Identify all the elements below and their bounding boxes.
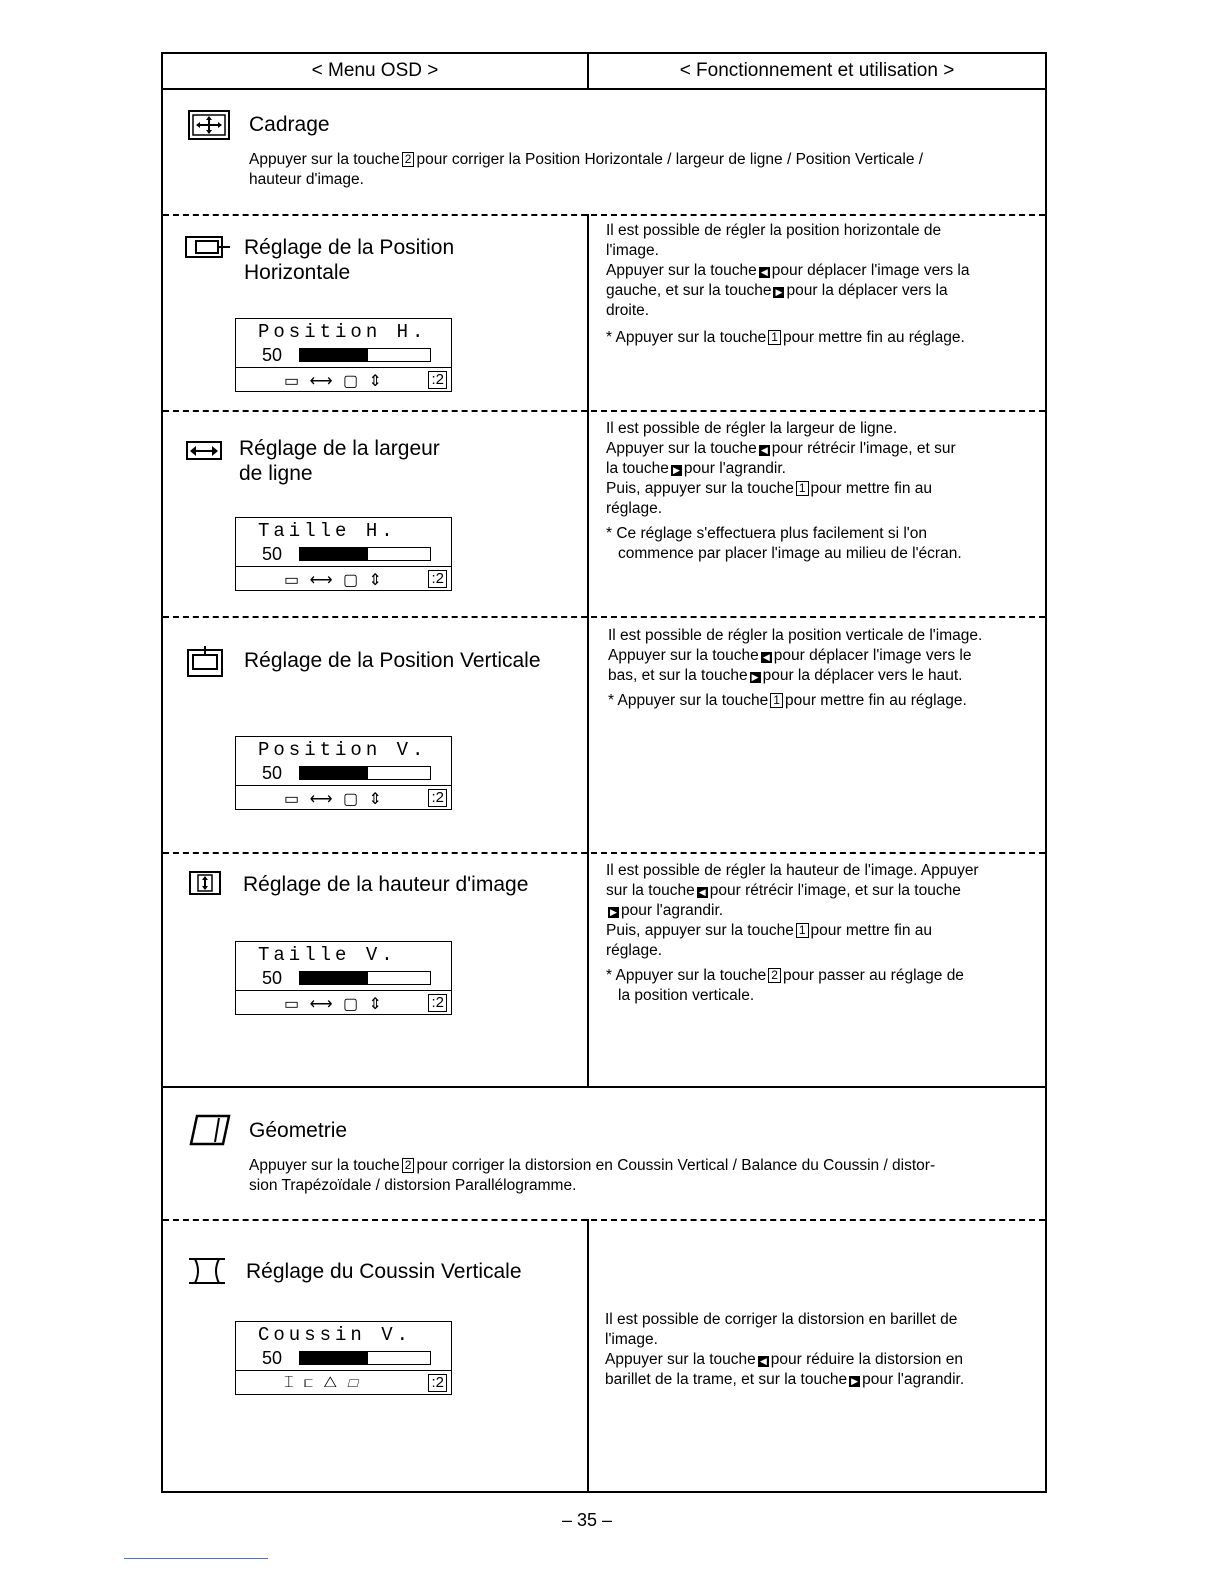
largeur-title: [239, 436, 440, 486]
cadrage-icon: [188, 110, 232, 147]
osd-position-h: [235, 318, 452, 392]
osd-value: 50: [262, 763, 283, 783]
osd-label: Position H.: [258, 321, 428, 343]
position-v-icon: [187, 646, 225, 683]
osd-label: Coussin V.: [258, 1324, 413, 1346]
right-key-icon: ▶: [773, 287, 784, 298]
geometrie-title: Géometrie: [249, 1119, 348, 1142]
largeur-icon: [186, 441, 224, 466]
osd-bar: [299, 348, 431, 362]
osd-bar: [299, 971, 431, 985]
osd-bar-fill: [300, 972, 368, 984]
section-divider-solid: [161, 1086, 1047, 1088]
osd-mode-icons: ▭ ⟷ ▢ ⇕: [284, 791, 385, 808]
section-divider: [163, 1219, 1045, 1221]
page-number: – 35 –: [562, 1510, 613, 1530]
header-divider: [161, 88, 1047, 90]
position-v-title: Réglage de la Position Verticale: [244, 649, 541, 672]
largeur-title-line-2: de ligne: [239, 462, 313, 485]
coussin-icon: [187, 1257, 231, 1290]
largeur-title-line-1: Réglage de la largeur: [239, 437, 440, 460]
osd-value: 50: [262, 968, 283, 988]
key-2-icon: 2: [768, 968, 781, 983]
coussin-title: Réglage du Coussin Verticale: [246, 1260, 522, 1283]
key-2-icon: 2: [402, 152, 415, 167]
footnote-rule: [124, 1558, 268, 1559]
section-divider: [163, 214, 1045, 216]
section-divider: [163, 616, 1045, 618]
position-h-title-line-2: Horizontale: [244, 261, 351, 284]
cadrage-title: Cadrage: [249, 113, 330, 136]
coussin-text: Il est possible de corriger la distorsion en barillet de l'image. Appuyer sur la touche ◀ pour réduire la distorsion en barillet de la trame, et sur la touche ▶ pour l'agrandir.: [605, 1311, 965, 1388]
key-1-icon: 1: [770, 693, 783, 708]
osd-key: :2: [428, 994, 447, 1012]
section-divider: [163, 852, 1045, 854]
geometrie-description: Appuyer sur la touche 2 pour corriger la distorsion en Coussin Vertical / Balance du Coussin / distor- sion Trapézoïdale / distorsion Parallélogramme.: [249, 1157, 936, 1194]
left-key-icon: ◀: [759, 445, 770, 456]
position-h-icon: [185, 236, 231, 263]
right-key-icon: ▶: [608, 907, 619, 918]
osd-label: Taille V.: [258, 944, 397, 966]
left-key-icon: ◀: [759, 267, 770, 278]
osd-taille-h: [235, 517, 452, 591]
osd-bar-fill: [300, 349, 368, 361]
hauteur-icon: [189, 871, 223, 902]
osd-bar-fill: [300, 1352, 368, 1364]
geometrie-icon: [189, 1114, 233, 1151]
osd-label: Position V.: [258, 739, 428, 761]
osd-bar: [299, 547, 431, 561]
osd-mode-icons: ▭ ⟷ ▢ ⇕: [284, 572, 385, 589]
osd-key: :2: [428, 371, 447, 389]
key-1-icon: 1: [796, 923, 809, 938]
hauteur-title: Réglage de la hauteur d'image: [243, 873, 529, 896]
osd-bar-fill: [300, 548, 368, 560]
position-v-text: Il est possible de régler la position verticale de l'image. Appuyer sur la touche ◀ pour déplacer l'image vers le bas, et sur la touche ▶ pour la déplacer vers le haut. * Appuyer sur la touche 1 pour mettre fin au réglage.: [608, 627, 983, 709]
osd-mode-icons: ▭ ⟷ ▢ ⇕: [284, 996, 385, 1013]
osd-bar-fill: [300, 767, 368, 779]
osd-position-v: [235, 736, 452, 810]
osd-value: 50: [262, 544, 283, 564]
column-divider: [587, 214, 589, 1086]
osd-value: 50: [262, 345, 283, 365]
column-divider: [587, 1219, 589, 1492]
osd-value: 50: [262, 1348, 283, 1368]
position-h-title: [244, 235, 454, 285]
osd-key: :2: [428, 1374, 447, 1392]
osd-coussin-v: [235, 1321, 452, 1395]
left-key-icon: ◀: [697, 887, 708, 898]
key-2-icon: 2: [402, 1158, 415, 1173]
key-1-icon: 1: [796, 481, 809, 496]
key-1-icon: 1: [768, 330, 781, 345]
osd-label: Taille H.: [258, 520, 397, 542]
left-key-icon: ◀: [761, 652, 772, 663]
cadrage-desc-2: pour corriger la Position Horizontale / largeur de ligne / Position Verticale /: [416, 151, 924, 168]
right-key-icon: ▶: [849, 1376, 860, 1387]
cadrage-description: [249, 150, 1029, 190]
osd-mode-icons: ▭ ⟷ ▢ ⇕: [284, 373, 385, 390]
osd-mode-icons: ⌶ ⊏ △ ▱: [284, 1374, 363, 1391]
osd-key: :2: [428, 789, 447, 807]
right-key-icon: ▶: [750, 672, 761, 683]
section-divider: [163, 410, 1045, 412]
header-right: < Fonctionnement et utilisation >: [679, 60, 955, 81]
position-h-title-line-1: Réglage de la Position: [244, 236, 455, 259]
position-h-text: Il est possible de régler la position horizontale de l'image. Appuyer sur la touche ◀ pour déplacer l'image vers la gauche, et sur la touche ▶ pour la déplacer vers la droite. * Appuyer sur la touche 1 pour mettre fin au réglage.: [606, 222, 970, 346]
cadrage-desc-3: hauteur d'image.: [249, 171, 364, 188]
osd-taille-v: [235, 941, 452, 1015]
left-key-icon: ◀: [758, 1356, 769, 1367]
hauteur-text: Il est possible de régler la hauteur de l'image. Appuyer sur la touche ◀ pour rétrécir l'image, et sur la touche ▶ pour l'agrandir. Puis, appuyer sur la touche 1 pour mettre fin au réglage. * Appuyer sur la touche 2 pour passer au réglage de la position verticale.: [606, 862, 979, 1004]
right-key-icon: ▶: [671, 465, 682, 476]
largeur-text: Il est possible de régler la largeur de ligne. Appuyer sur la touche ◀ pour rétrécir l'image, et sur la touche ▶ pour l'agrandir. Puis, appuyer sur la touche 1 pour mettre fin au réglage. * Ce réglage s'effectuera plus facilement si l'on commence par placer l'image au milieu de l'écran.: [606, 420, 962, 562]
osd-bar: [299, 766, 431, 780]
cadrage-desc-1: Appuyer sur la touche: [249, 151, 400, 168]
osd-key: :2: [428, 570, 447, 588]
header-left: < Menu OSD >: [311, 60, 439, 81]
osd-bar: [299, 1351, 431, 1365]
